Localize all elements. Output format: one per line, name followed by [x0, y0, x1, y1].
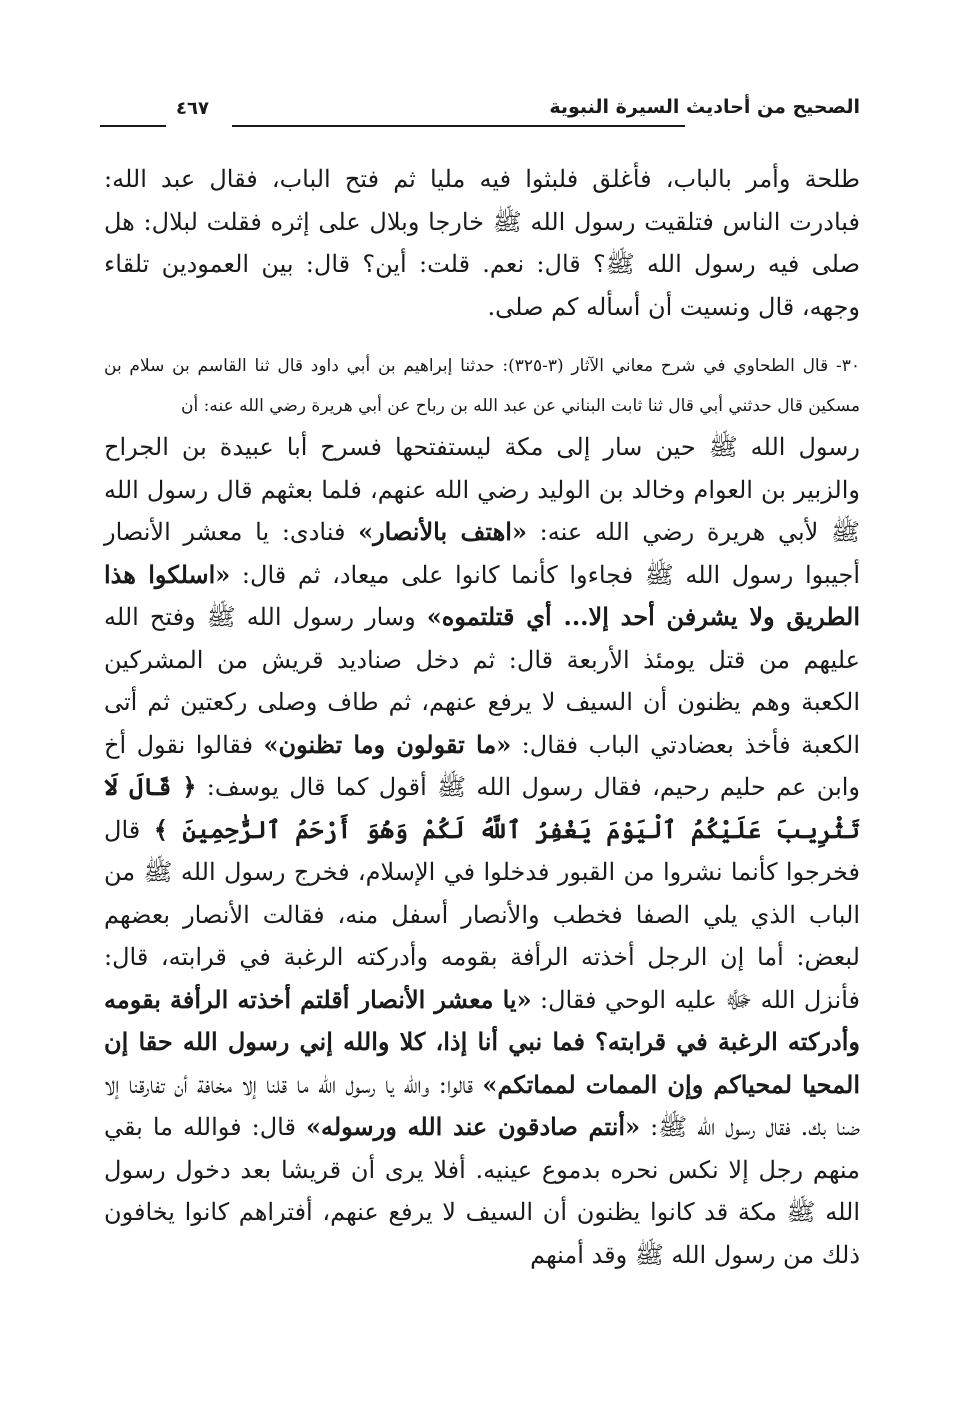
header-rule-left	[100, 125, 166, 127]
prophet-quote: «أنتم صادقون عند الله ورسوله»	[305, 1112, 641, 1141]
hadith-isnad: ٣٠- قال الطحاوي في شرح معاني الآثار (٣-٣٢٥): حدثنا إبراهيم بن أبي داود قال ثنا القاسم بن سلام بن مسكين قال حدثني أبي قال ثنا ثابت البناني عن عبد الله بن رباح عن أبي هريرة رضي الله عنه: أن	[104, 356, 860, 416]
book-title: الصحيح من أحاديث السيرة النبوية	[549, 96, 860, 118]
prophet-quote: «اسلكوا هذا الطريق ولا يشرفن أحد إلا... أي قتلتموه»	[104, 559, 860, 631]
hadith-text	[104, 426, 860, 1276]
prophet-quote: «اهتف بالأنصار»	[358, 517, 527, 546]
paragraph-continuation: طلحة وأمر بالباب، فأغلق فلبثوا فيه مليا ثم فتح الباب، فقال عبد الله: فبادرت الناس فتلقيت رسول الله ﷺ خارجا وبلال على إثره فقلت لبلال: هل صلى فيه رسول الله ﷺ؟ قال: نعم. قلت: أين؟ قال: بين العمودين تلقاء وجهه، قال ونسيت أن أسأله كم صلى.	[104, 165, 860, 321]
narration-segment: قالوا: والله يا رسول الله ما قلنا إلا مخافة أن تفارقنا إلا ضنا بك. فقال رسول الله ﷺ:	[104, 1070, 860, 1141]
prophet-quote: «يا معشر الأنصار أقلتم أخذته الرأفة بقومه وأدركته الرغبة في قرابته؟ فما نبي أنا إذا، كلا والله إني رسول الله حقا إن المحيا لمحياكم وإن الممات لمماتكم»	[104, 984, 860, 1099]
narration-segment: وسار رسول الله ﷺ وفتح الله عليهم من قتل يومئذ الأربعة قال: ثم دخل صناديد قريش من المشركين الكعبة وهم يظنون أن السيف لا يرفع عنهم، ثم طاف وصلى ركعتين ثم أتى الكعبة فأخذ بعضادتي الباب فقال:	[104, 603, 860, 759]
narration-segment: قال فخرجوا كأنما نشروا من القبور فدخلوا في الإسلام، فخرج رسول الله ﷺ من الباب الذي يلي الصفا فخطب والأنصار أسفل منه، فقالت الأنصار بعضهم لبعض: أما إن الرجل أخذته الرأفة بقومه وأدركته الرغبة في قرابته، قال: فأنزل الله ﷻ عليه الوحي فقال:	[104, 815, 860, 1014]
page-header	[100, 96, 860, 136]
narration-segment: فقالوا نقول أخ وابن عم حليم رحيم، فقال رسول الله ﷺ أقول كما قال يوسف:	[104, 730, 861, 801]
narration-segment: فنادى: يا معشر الأنصار أجيبوا رسول الله ﷺ فجاءوا كأنما كانوا على ميعاد، ثم قال:	[104, 518, 860, 589]
header-rule-right	[232, 125, 685, 127]
page-number: ٤٦٧	[176, 98, 209, 119]
prophet-quote: «ما تقولون وما تظنون»	[263, 729, 512, 759]
narration-segment: رسول الله ﷺ حين سار إلى مكة ليستفتحها فسرح أبا عبيدة بن الجراح والزبير بن العوام وخالد بن الوليد رضي الله عنهم، فلما بعثهم قال رسول الله ﷺ لأبي هريرة رضي الله عنه:	[104, 433, 861, 546]
quran-verse: ﴿ قَالَ لَا تَثْرِيبَ عَلَيْكُمُ ٱلْيَوْمَ يَغْفِرُ ٱللَّهُ لَكُمْ وَهُوَ أَرْحَمُ ٱلرَّٰحِمِينَ ﴾	[104, 772, 860, 844]
narration-segment: قال: فوالله ما بقي منهم رجل إلا نكس نحره بدموع عينيه. أفلا يرى أن قريشا بعد دخول رسول الله ﷺ مكة قد كانوا يظنون أن السيف لا يرفع عنهم، أفتراهم كانوا يخافون ذلك من رسول الله ﷺ وقد أمنهم	[104, 1113, 860, 1269]
page-body	[104, 158, 860, 1276]
